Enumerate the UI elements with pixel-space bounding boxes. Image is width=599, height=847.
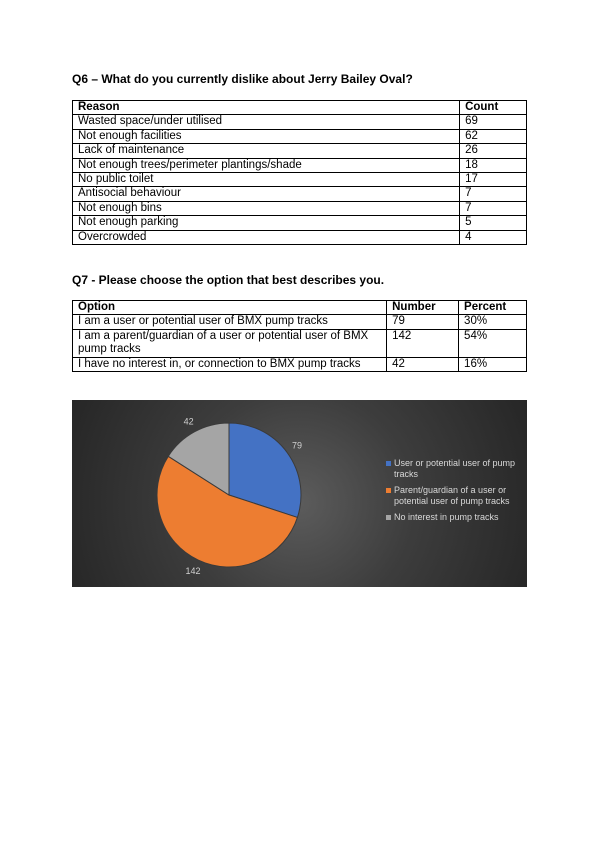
q6-table <box>72 100 527 245</box>
table-row <box>73 144 527 158</box>
reason-cell: Antisocial behaviour <box>73 187 460 201</box>
number-cell: 79 <box>387 315 459 329</box>
table-row <box>73 129 527 143</box>
percent-cell: 54% <box>459 329 527 357</box>
q7-heading: Q7 - Please choose the option that best describes you. <box>72 273 385 287</box>
count-cell: 5 <box>460 216 527 230</box>
data-label: 142 <box>185 565 201 576</box>
pie-chart <box>72 400 527 587</box>
column-header-reason: Reason <box>73 101 460 115</box>
legend-item <box>386 485 521 506</box>
option-cell: I am a parent/guardian of a user or potential user of BMX pump tracks <box>73 329 387 357</box>
table-header-row <box>73 101 527 115</box>
count-cell: 7 <box>460 201 527 215</box>
column-header-number: Number <box>387 301 459 315</box>
count-cell: 4 <box>460 230 527 244</box>
data-label: 42 <box>183 416 194 427</box>
table-row <box>73 216 527 230</box>
table-row <box>73 173 527 187</box>
legend-label: User or potential user of pump tracks <box>394 458 516 479</box>
table-row <box>73 158 527 172</box>
reason-cell: Not enough trees/perimeter plantings/shade <box>73 158 460 172</box>
reason-cell: Not enough facilities <box>73 129 460 143</box>
count-cell: 18 <box>460 158 527 172</box>
q7-table <box>72 300 527 372</box>
chart-legend <box>386 458 521 529</box>
table-row <box>73 201 527 215</box>
reason-cell: Lack of maintenance <box>73 144 460 158</box>
data-label: 79 <box>292 440 303 451</box>
percent-cell: 30% <box>459 315 527 329</box>
table-row <box>73 230 527 244</box>
count-cell: 7 <box>460 187 527 201</box>
legend-swatch <box>386 488 391 493</box>
reason-cell: Not enough parking <box>73 216 460 230</box>
count-cell: 69 <box>460 115 527 129</box>
reason-cell: Not enough bins <box>73 201 460 215</box>
table-row <box>73 187 527 201</box>
column-header-percent: Percent <box>459 301 527 315</box>
legend-label: No interest in pump tracks <box>394 512 499 522</box>
number-cell: 42 <box>387 357 459 371</box>
legend-label: Parent/guardian of a user or potential user of pump tracks <box>394 485 510 506</box>
percent-cell: 16% <box>459 357 527 371</box>
option-cell: I am a user or potential user of BMX pump tracks <box>73 315 387 329</box>
number-cell: 142 <box>387 329 459 357</box>
table-header-row <box>73 301 527 315</box>
legend-swatch <box>386 515 391 520</box>
reason-cell: Wasted space/under utilised <box>73 115 460 129</box>
legend-item <box>386 512 521 523</box>
count-cell: 26 <box>460 144 527 158</box>
legend-item <box>386 458 521 479</box>
reason-cell: No public toilet <box>73 173 460 187</box>
option-cell: I have no interest in, or connection to BMX pump tracks <box>73 357 387 371</box>
table-row <box>73 315 527 329</box>
count-cell: 17 <box>460 173 527 187</box>
column-header-count: Count <box>460 101 527 115</box>
table-row <box>73 357 527 371</box>
legend-swatch <box>386 461 391 466</box>
column-header-option: Option <box>73 301 387 315</box>
q6-heading: Q6 – What do you currently dislike about Jerry Bailey Oval? <box>72 72 413 86</box>
table-row <box>73 115 527 129</box>
reason-cell: Overcrowded <box>73 230 460 244</box>
table-row <box>73 329 527 357</box>
count-cell: 62 <box>460 129 527 143</box>
